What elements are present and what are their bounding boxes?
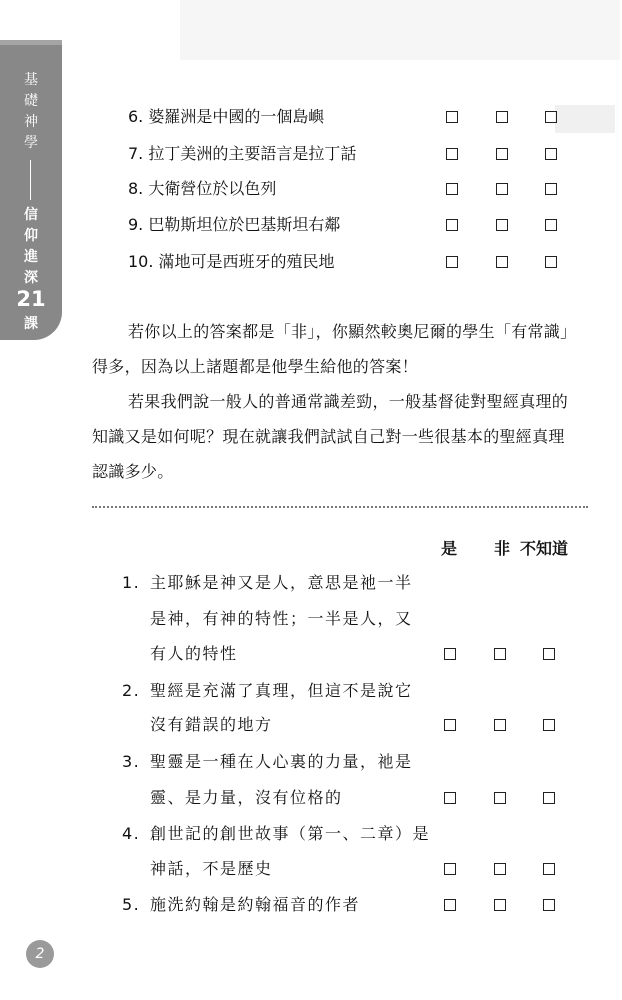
quiz-row: [0, 139, 622, 169]
answer-no-checkbox[interactable]: [494, 648, 506, 660]
course-title-char: 仰: [24, 228, 38, 244]
answer-yes-checkbox[interactable]: [444, 792, 456, 804]
answer-dont-know-checkbox[interactable]: [545, 219, 557, 231]
answer-dont-know-checkbox[interactable]: [543, 899, 555, 911]
answer-dont-know-checkbox[interactable]: [545, 256, 557, 268]
question-number: 1.: [122, 573, 141, 592]
question-text-line: 靈、是力量，沒有位格的: [150, 788, 343, 807]
body-paragraph-line: 知識又是如何呢？現在就讓我們試試自己對一些很基本的聖經真理: [92, 427, 565, 446]
book-title-char: 基: [24, 72, 38, 88]
dotted-divider: [92, 506, 588, 508]
quiz-row: [0, 247, 622, 277]
book-title-char: 礎: [24, 93, 38, 109]
side-tab-highlight: [0, 40, 62, 45]
page-number: 2: [26, 940, 54, 968]
answer-dont-know-checkbox[interactable]: [543, 863, 555, 875]
answer-no-checkbox[interactable]: [496, 256, 508, 268]
column-header-no: 非: [494, 539, 511, 558]
answer-dont-know-checkbox[interactable]: [545, 148, 557, 160]
answer-no-checkbox[interactable]: [494, 899, 506, 911]
answer-no-checkbox[interactable]: [496, 148, 508, 160]
question-text-line: 沒有錯誤的地方: [150, 715, 273, 734]
question-text-line: 聖經是充滿了真理，但這不是說它: [150, 681, 413, 700]
answer-no-checkbox[interactable]: [494, 792, 506, 804]
quiz-question: 6. 婆羅洲是中國的一個島嶼: [128, 107, 325, 126]
answer-no-checkbox[interactable]: [494, 719, 506, 731]
question-number: 2.: [122, 681, 141, 700]
answer-no-checkbox[interactable]: [496, 219, 508, 231]
quiz-question: 8. 大衛營位於以色列: [128, 179, 277, 198]
quiz-question: 9. 巴勒斯坦位於巴基斯坦右鄰: [128, 215, 341, 234]
answer-yes-checkbox[interactable]: [444, 719, 456, 731]
quiz-question: 7. 拉丁美洲的主要語言是拉丁話: [128, 144, 357, 163]
column-header-yes: 是: [441, 539, 458, 558]
question-text-line: 是神，有神的特性；一半是人，又: [150, 609, 413, 628]
quiz-row: [0, 174, 622, 204]
answer-yes-checkbox[interactable]: [444, 648, 456, 660]
question-text-line: 神話，不是歷史: [150, 859, 273, 878]
answer-yes-checkbox[interactable]: [444, 899, 456, 911]
answer-yes-checkbox[interactable]: [446, 111, 458, 123]
column-header-dont-know: 不知道: [520, 539, 569, 558]
answer-no-checkbox[interactable]: [496, 111, 508, 123]
question-number: 3.: [122, 752, 141, 771]
bleed-through-banner: [180, 0, 620, 60]
question-text-line: 主耶穌是神又是人，意思是祂一半: [150, 573, 413, 592]
body-paragraph-line: 得多，因為以上諸題都是他學生給他的答案！: [92, 357, 419, 376]
quiz-row: [0, 210, 622, 240]
answer-yes-checkbox[interactable]: [446, 219, 458, 231]
question-text-line: 創世記的創世故事（第一、二章）是: [150, 824, 431, 843]
book-title-char: 神: [24, 114, 38, 130]
answer-dont-know-checkbox[interactable]: [545, 111, 557, 123]
question-text-line: 施洗約翰是約翰福音的作者: [150, 895, 361, 914]
quiz-question: 10. 滿地可是西班牙的殖民地: [128, 252, 335, 271]
answer-dont-know-checkbox[interactable]: [543, 648, 555, 660]
book-title-char: 學: [24, 135, 38, 151]
course-title-char: 信: [24, 207, 38, 223]
quiz-row: [0, 102, 622, 132]
course-title-char: 深: [24, 270, 38, 286]
question-text-line: 聖靈是一種在人心裏的力量，祂是: [150, 752, 413, 771]
lesson-unit: 課: [24, 316, 38, 332]
body-paragraph-line: 若你以上的答案都是「非」，你顯然較奧尼爾的學生「有常識」: [128, 322, 577, 341]
body-paragraph-line: 認識多少。: [92, 462, 174, 481]
course-title-char: 進: [24, 249, 38, 265]
question-text-line: 有人的特性: [150, 644, 238, 663]
answer-yes-checkbox[interactable]: [446, 183, 458, 195]
answer-dont-know-checkbox[interactable]: [543, 792, 555, 804]
question-number: 4.: [122, 824, 141, 843]
answer-yes-checkbox[interactable]: [444, 863, 456, 875]
answer-no-checkbox[interactable]: [494, 863, 506, 875]
lesson-number: 21: [16, 287, 46, 311]
answer-no-checkbox[interactable]: [496, 183, 508, 195]
body-paragraph-line: 若果我們說一般人的普通常識差勁，一般基督徒對聖經真理的: [128, 392, 569, 411]
answer-yes-checkbox[interactable]: [446, 148, 458, 160]
question-number: 5.: [122, 895, 141, 914]
answer-dont-know-checkbox[interactable]: [543, 719, 555, 731]
answer-yes-checkbox[interactable]: [446, 256, 458, 268]
answer-dont-know-checkbox[interactable]: [545, 183, 557, 195]
